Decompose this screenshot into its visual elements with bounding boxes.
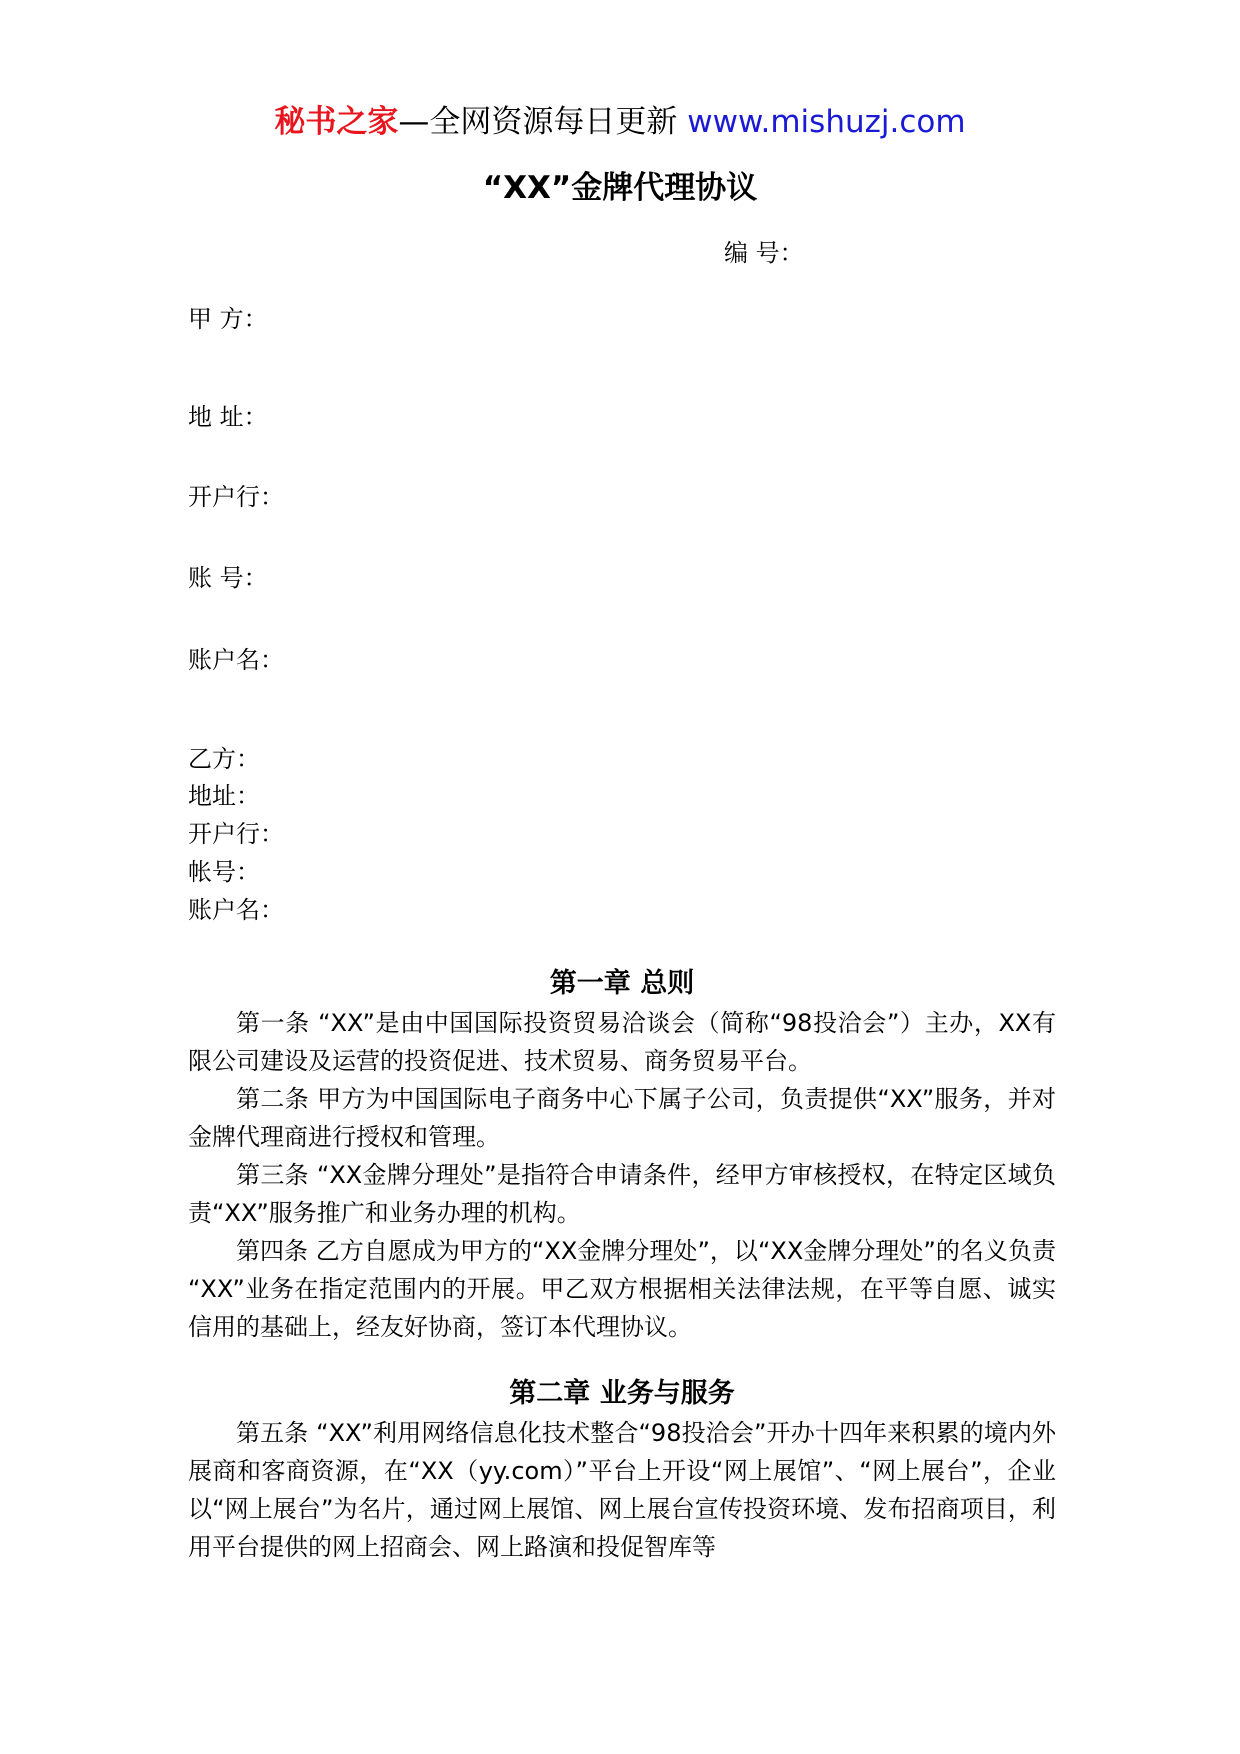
article-paragraph: 第二条 甲方为中国国际电子商务中心下属子公司，负责提供“XX”服务，并对金牌代理商进行授权和管理。	[188, 1085, 1056, 1151]
party-b-address-label: 地址：	[188, 782, 260, 810]
site-slogan: —全网资源每日更新	[398, 104, 678, 140]
chapter-spacer	[188, 1346, 1056, 1374]
article-paragraph: 第四条 乙方自愿成为甲方的“XX金牌分理处”，以“XX金牌分理处”的名义负责 “XX”业务在指定范围内的开展。甲乙双方根据相关法律法规，在平等自愿、诚实信用的基础上，经友好协商，签订本代理协议。	[188, 1237, 1056, 1341]
party-a-address-label: 地 址：	[188, 403, 268, 431]
agreement-body	[188, 964, 1056, 1566]
article-paragraph: 第三条 “XX金牌分理处”是指符合申请条件，经甲方审核授权，在特定区域负责“XX”服务推广和业务办理的机构。	[188, 1161, 1056, 1227]
chapter-title: 第一章 总则	[549, 968, 695, 999]
article-paragraph: 第五条 “XX”利用网络信息化技术整合“98投洽会”开办十四年来积累的境内外展商和客商资源，在“XX（yy.com）”平台上开设“网上展馆”、“网上展台”，企业以“网上展台”为名片，通过网上展馆、网上展台宣传投资环境、发布招商项目，利用平台提供的网上招商会、网上路演和投促智库等	[188, 1419, 1056, 1561]
party-b-account-label: 帐号：	[188, 858, 260, 886]
party-a-name-label: 甲 方：	[188, 305, 268, 333]
party-b-account-name-label: 账户名：	[188, 896, 284, 924]
party-a-account-name-label: 账户名：	[188, 646, 284, 674]
party-a-bank-label: 开户行：	[188, 483, 284, 511]
article-paragraph: 第一条 “XX”是由中国国际投资贸易洽谈会（简称“98投洽会”）主办，XX有限公司建设及运营的投资促进、技术贸易、商务贸易平台。	[188, 1009, 1056, 1075]
document-number-label: 编 号：	[724, 239, 804, 267]
site-url-link[interactable]: www.mishuzj.com	[687, 104, 966, 140]
document-title: “XX”金牌代理协议	[482, 170, 758, 206]
party-b-name-label: 乙方：	[188, 745, 260, 773]
site-header	[0, 100, 1240, 144]
party-b-bank-label: 开户行：	[188, 820, 284, 848]
chapter-title: 第二章 业务与服务	[509, 1378, 735, 1409]
site-brand: 秘书之家	[274, 104, 399, 140]
party-a-account-label: 账 号：	[188, 564, 268, 592]
